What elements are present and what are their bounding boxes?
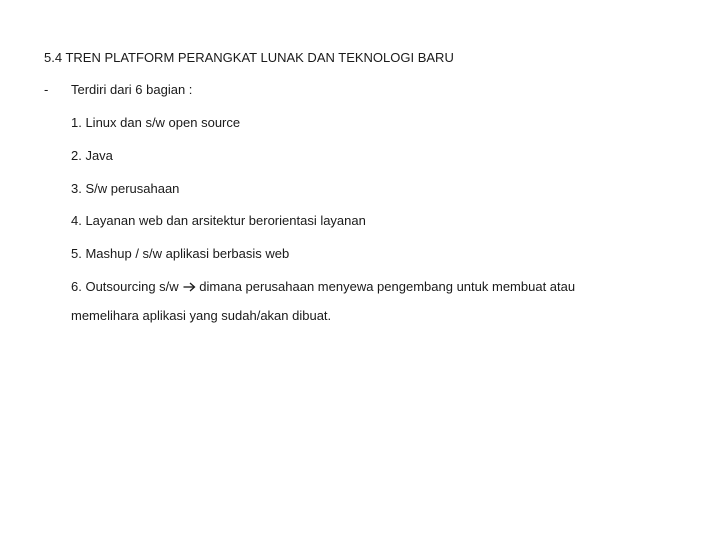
bullet-text: Terdiri dari 6 bagian :: [71, 82, 193, 97]
list-item: 1. Linux dan s/w open source: [71, 115, 241, 130]
list-item-outsourcing: [71, 278, 575, 296]
list-item: 3. S/w perusahaan: [71, 181, 180, 196]
slide-title: 5.4 TREN PLATFORM PERANGKAT LUNAK DAN TEKNOLOGI BARU: [44, 50, 454, 65]
right-arrow-icon: [183, 282, 196, 292]
list-item: 4. Layanan web dan arsitektur berorientasi layanan: [71, 213, 366, 228]
list-item: 5. Mashup / s/w aplikasi berbasis web: [71, 246, 290, 261]
bullet-marker: -: [44, 82, 49, 97]
item6-continuation: memelihara aplikasi yang sudah/akan dibuat.: [71, 308, 332, 323]
item6-prefix: 6. Outsourcing s/w: [71, 279, 179, 294]
list-item: 2. Java: [71, 148, 113, 163]
item6-suffix: dimana perusahaan menyewa pengembang untuk membuat atau: [199, 279, 576, 294]
